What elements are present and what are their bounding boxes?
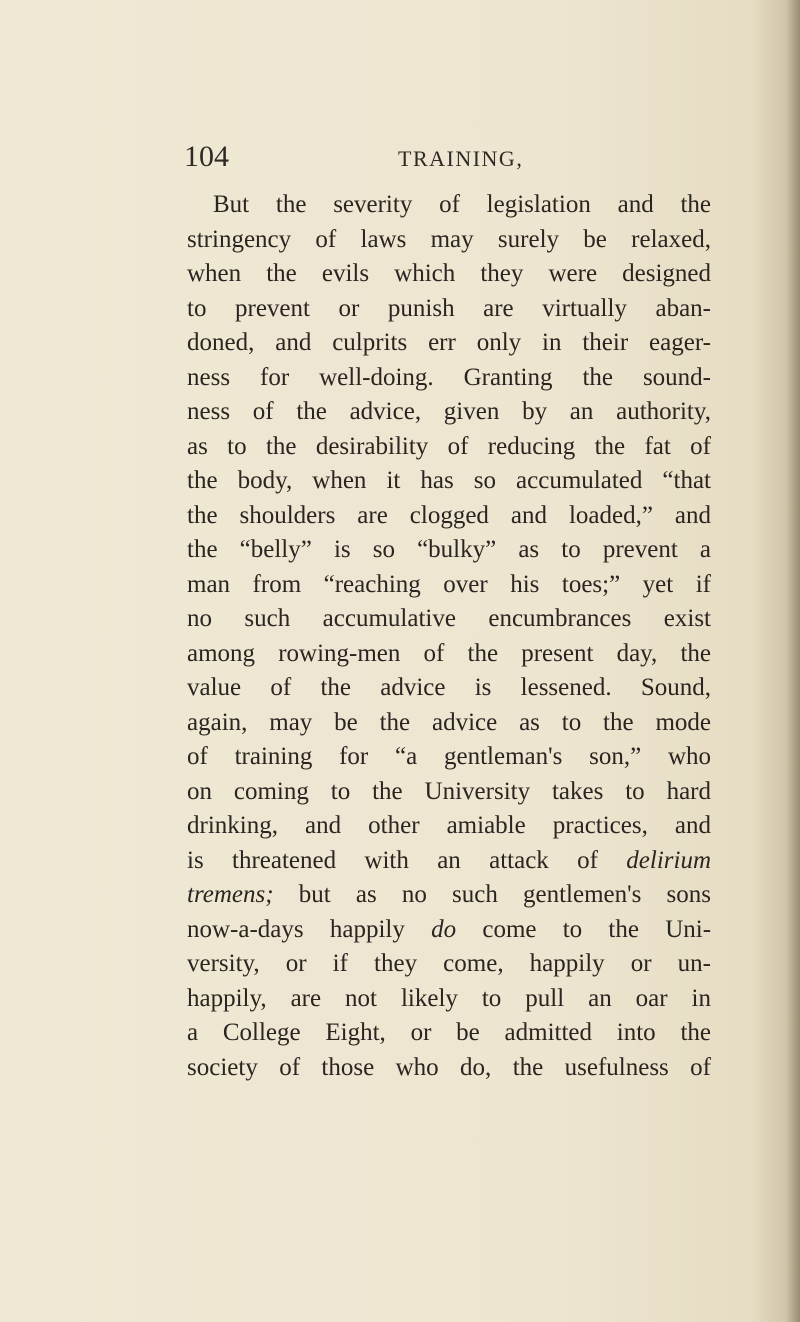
- running-head: TRAINING,: [398, 146, 524, 171]
- text-line: as to the desirability of reducing the fat of: [187, 432, 711, 460]
- text-line: the shoulders are clogged and loaded,” and: [187, 501, 711, 529]
- text-line: man from “reaching over his toes;” yet if: [187, 570, 711, 598]
- italic-term: delirium: [626, 846, 711, 874]
- text-line: drinking, and other amiable practices, and: [187, 812, 711, 839]
- page-number: 104: [184, 140, 229, 173]
- text-line: value of the advice is lessened. Sound,: [187, 674, 711, 701]
- text-line: happily, are not likely to pull an oar in: [187, 984, 711, 1012]
- text-line: [187, 913, 711, 948]
- text-line: society of those who do, the usefulness of: [187, 1053, 711, 1081]
- text-line: of training for “a gentleman's son,” who: [187, 743, 711, 770]
- text-line: stringency of laws may surely be relaxed,: [187, 225, 711, 253]
- text-line: [187, 844, 711, 879]
- text-line: to prevent or punish are virtually aban-: [187, 294, 711, 322]
- body-text: [187, 188, 711, 1085]
- text-line: on coming to the University takes to hard: [187, 777, 711, 805]
- text-line: a College Eight, or be admitted into the: [187, 1019, 711, 1046]
- text-line: doned, and culprits err only in their eager-: [187, 329, 711, 356]
- text-line: when the evils which they were designed: [187, 260, 711, 287]
- text-line: ness of the advice, given by an authority,: [187, 398, 711, 425]
- italic-term: do: [431, 915, 457, 943]
- text-line: among rowing-men of the present day, the: [187, 639, 711, 667]
- text-segment: is threatened with an attack of: [187, 846, 598, 874]
- page-header: [184, 137, 744, 177]
- page-edge-shadow: [786, 0, 800, 1322]
- text-line: [187, 878, 711, 913]
- text-segment: now-a-days happily: [187, 915, 405, 943]
- text-segment: but as no such gentlemen's sons: [298, 881, 711, 908]
- italic-term: tremens;: [187, 881, 274, 908]
- text-line: But the severity of legislation and the: [213, 191, 711, 218]
- text-line: no such accumulative encumbrances exist: [187, 605, 711, 632]
- text-line: ness for well-doing. Granting the sound-: [187, 363, 711, 391]
- text-line: again, may be the advice as to the mode: [187, 708, 711, 736]
- text-line: the “belly” is so “bulky” as to prevent a: [187, 536, 711, 563]
- text-line: versity, or if they come, happily or un-: [187, 950, 711, 977]
- text-segment: come to the Uni-: [482, 915, 712, 943]
- text-line: the body, when it has so accumulated “that: [187, 467, 711, 494]
